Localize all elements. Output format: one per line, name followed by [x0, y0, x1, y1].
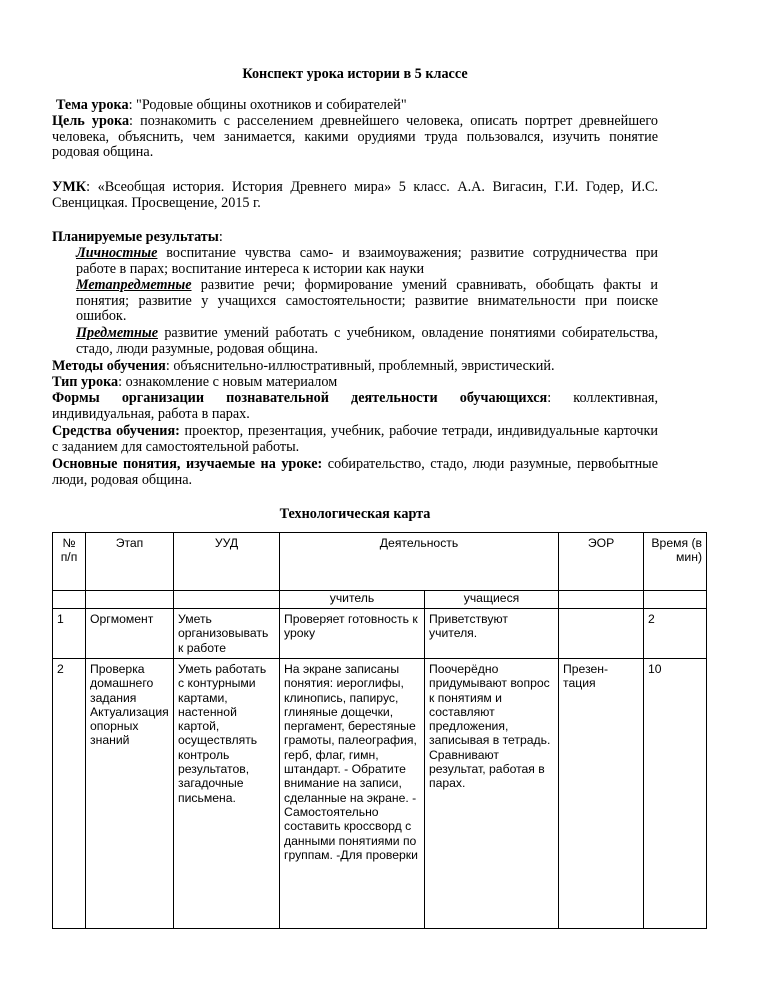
table-row	[53, 609, 707, 659]
cell-uud: Уметь организовывать к работе	[174, 609, 280, 659]
personal-results	[76, 246, 658, 277]
header-uud: УУД	[174, 533, 280, 591]
goal-label: Цель урока	[52, 113, 130, 129]
subject-results	[76, 326, 658, 357]
header-time: Время (в мин)	[644, 533, 707, 591]
cell-uud: Уметь работать с контурными картами, настенной картой, осуществлять контроль результатов, загадочные письмена.	[174, 659, 280, 929]
goal-text: : познакомить с расселением древнейшего человека, описать портрет древнейшего человека, объяснить, чем занимается, какими орудиями труда пользовался, изучить понятие родовая община.	[52, 113, 658, 161]
subject-label: Предметные	[76, 325, 158, 341]
means-text: проектор, презентация, учебник, рабочие тетради, индивидуальные карточки с заданием для самостоятельной работы.	[52, 423, 658, 455]
umk-label: УМК	[52, 179, 87, 195]
forms-paragraph	[52, 391, 658, 422]
cell-stage: Проверка домашнего задания Актуализация опорных знаний	[86, 659, 174, 929]
page-title: Конспект урока истории в 5 классе	[242, 66, 468, 82]
methods-line	[52, 359, 658, 375]
cell-students: Приветствуют учителя.	[425, 609, 559, 659]
results-heading: Планируемые результаты:	[52, 229, 223, 245]
subheader-students: учащиеся	[425, 591, 559, 609]
umk-text: : «Всеобщая история. История Древнего мира» 5 класс. А.А. Вигасин, Г.И. Годер, И.С. Свенцицкая. Просвещение, 2015 г.	[52, 179, 658, 211]
lesson-type-line	[52, 375, 658, 391]
cell-eor: Презен-тация	[559, 659, 644, 929]
header-eor: ЭОР	[559, 533, 644, 591]
concepts-text: собирательство, стадо, люди разумные, первобытные люди, родовая община.	[52, 456, 659, 488]
cell-stage: Оргмомент	[86, 609, 174, 659]
table-header-row	[53, 533, 707, 591]
cell-teacher: Проверяет готовность к уроку	[280, 609, 425, 659]
lesson-type-label: Тип урока	[52, 374, 119, 390]
meta-results	[76, 278, 658, 325]
topic-label: Тема урока	[56, 97, 129, 113]
forms-text: : коллективная, индивидуальная, работа в парах.	[52, 390, 658, 422]
cell-time: 2	[644, 609, 707, 659]
cell-time: 10	[644, 659, 707, 929]
umk-paragraph	[52, 180, 658, 211]
header-num: № п/п	[53, 533, 86, 591]
subject-text: развитие умений работать с учебником, овладение понятиями собирательства, стадо, люди разумные, родовая община.	[76, 325, 658, 357]
cell-teacher: На экране записаны понятия: иероглифы, клинопись, папирус, глиняные дощечки, пергамент, берестяные грамоты, палеография, герб, флаг, гимн, штандарт. - Обратите внимание на записи, сделанные на экране. - Самостоятельно составить кроссворд с данными понятиями по группам. -Для проверки	[280, 659, 425, 929]
lesson-type-text: : ознакомление с новым материалом	[118, 374, 338, 390]
tech-map-title: Технологическая карта	[279, 506, 431, 522]
table-row	[53, 659, 707, 929]
forms-label: Формы организации познавательной деятельности обучающихся	[52, 390, 548, 406]
concepts-label: Основные понятия, изучаемые на уроке:	[52, 456, 323, 472]
header-activity: Деятельность	[280, 533, 559, 591]
cell-num: 2	[53, 659, 86, 929]
meta-label: Метапредметные	[76, 277, 192, 293]
table-subheader-row	[53, 591, 707, 609]
subheader-teacher: учитель	[280, 591, 425, 609]
cell-students: Поочерёдно придумывают вопрос к понятиям и составляют предложения, записывая в тетрадь. Сравнивают результат, работая в парах.	[425, 659, 559, 929]
methods-text: : объяснительно-иллюстративный, проблемный, эвристический.	[165, 358, 555, 374]
meta-text: развитие речи; формирование умений сравнивать, обобщать факты и понятия; развитие у учащихся самостоятельности; развитие внимательности при поиске ошибок.	[76, 277, 658, 325]
goal-paragraph	[52, 114, 658, 161]
personal-label: Личностные	[76, 245, 158, 261]
cell-num: 1	[53, 609, 86, 659]
cell-eor	[559, 609, 644, 659]
personal-text: воспитание чувства само- и взаимоуважения; развитие сотрудничества при работе в парах; воспитание интереса к истории как науки	[76, 245, 658, 277]
tech-map-table	[52, 532, 707, 929]
topic-line	[56, 98, 658, 114]
means-paragraph	[52, 424, 658, 455]
concepts-paragraph	[52, 457, 658, 488]
means-label: Средства обучения:	[52, 423, 180, 439]
header-stage: Этап	[86, 533, 174, 591]
methods-label: Методы обучения	[52, 358, 166, 374]
topic-text: : "Родовые общины охотников и собирателей"	[128, 97, 407, 113]
